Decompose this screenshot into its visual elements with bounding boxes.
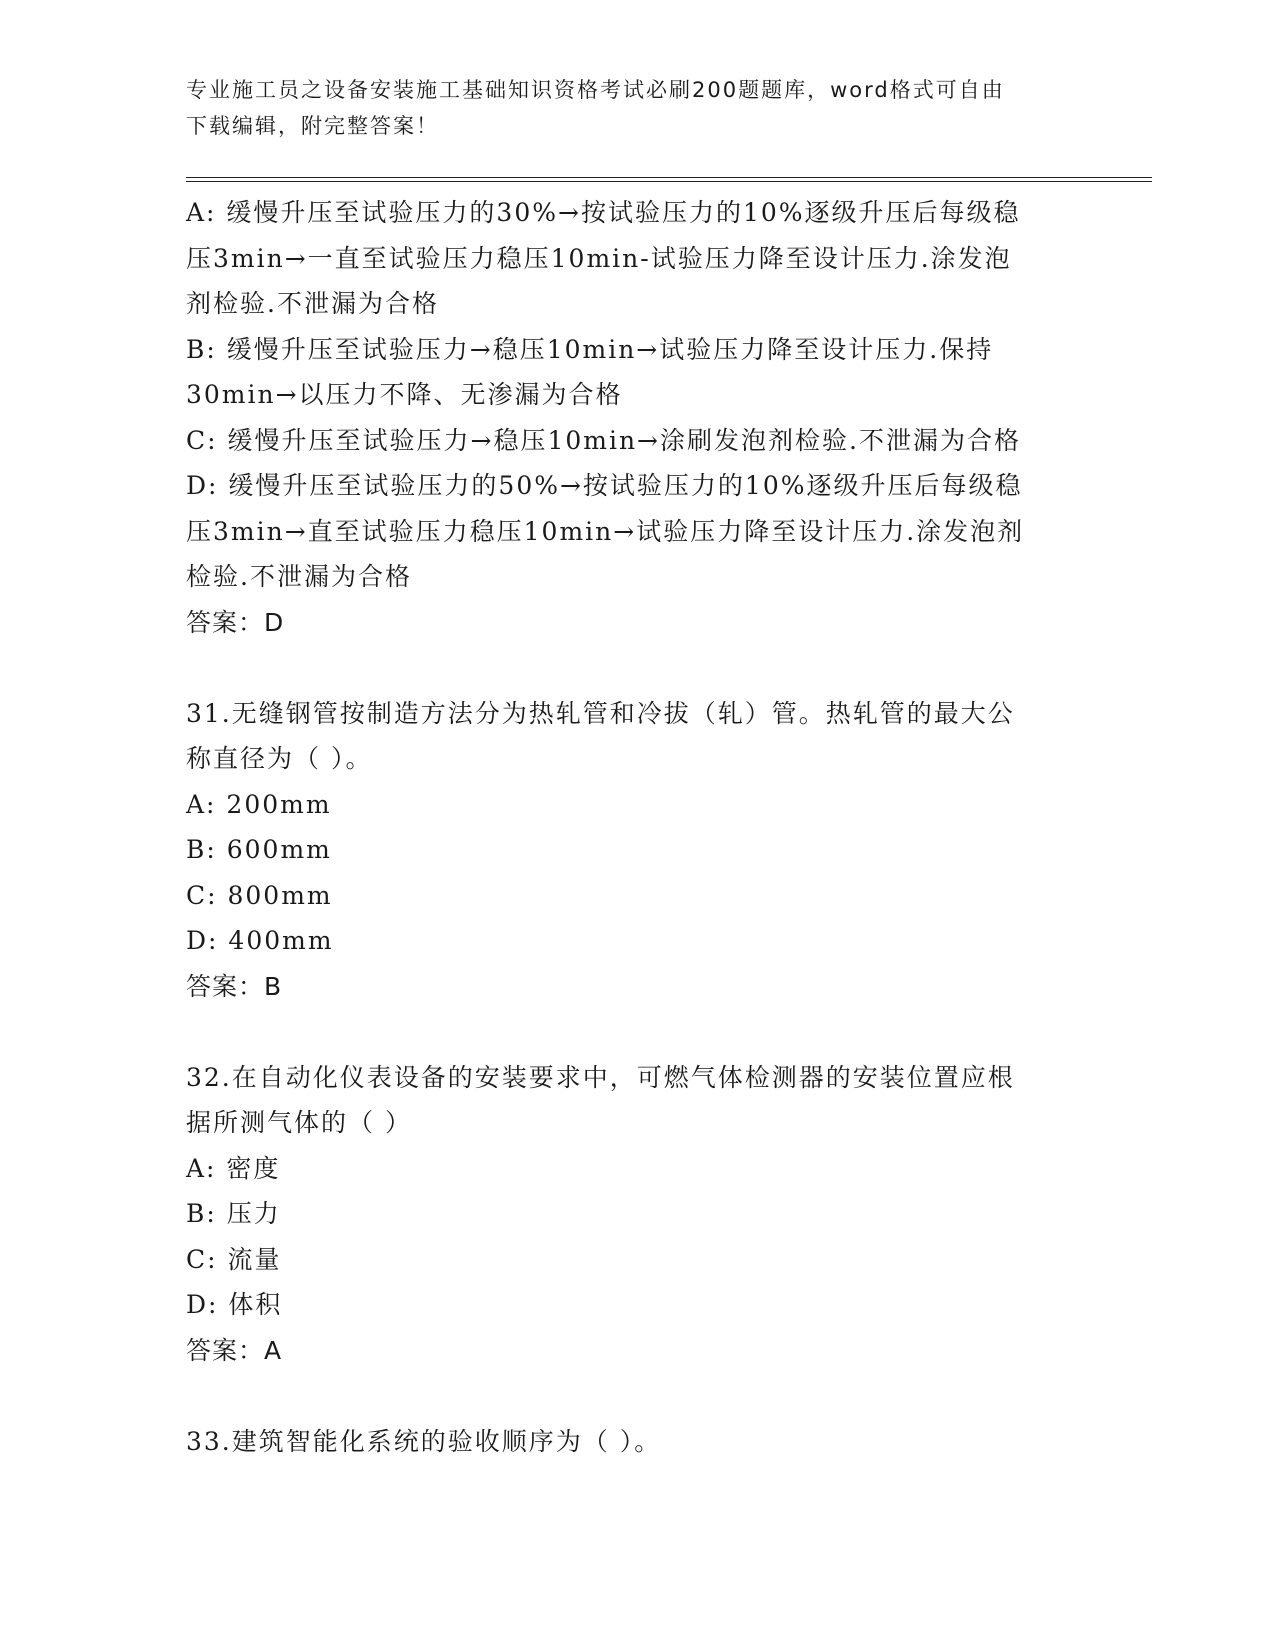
- q31-option-b: B: 600mm: [186, 835, 332, 864]
- q32-stem: 32.在自动化仪表设备的安装要求中，可燃气体检测器的安装位置应根: [186, 1062, 1015, 1092]
- spacer: [186, 1373, 1086, 1419]
- q30-answer: 答案：D: [186, 607, 285, 637]
- q30-line: 30min→以压力不降、无渗漏为合格: [186, 380, 623, 409]
- q30-line: C: 缓慢升压至试验压力→稳压10min→涂刷发泡剂检验.不泄漏为合格: [186, 425, 1021, 455]
- spacer: [186, 645, 1086, 691]
- q31-option-d: D: 400mm: [186, 926, 334, 955]
- question-30-options: [186, 190, 1086, 645]
- q30-line: D: 缓慢升压至试验压力的50%→按试验压力的10%逐级升压后每级稳: [186, 471, 1023, 500]
- question-body: [186, 190, 1086, 1464]
- header-divider: [186, 177, 1152, 182]
- q30-line: A: 缓慢升压至试验压力的30%→按试验压力的10%逐级升压后每级稳: [186, 198, 1021, 227]
- q31-stem: 31.无缝钢管按制造方法分为热轧管和冷拔（轧）管。热轧管的最大公: [186, 698, 1015, 728]
- q33-stem: 33.建筑智能化系统的验收顺序为（ ）。: [186, 1426, 662, 1456]
- header-line-1: 专业施工员之设备安装施工基础知识资格考试必刷200题题库，word格式可自由: [186, 78, 1005, 102]
- question-31: [186, 691, 1086, 1010]
- spacer: [186, 1009, 1086, 1055]
- q32-stem: 据所测气体的（ ）: [186, 1108, 412, 1137]
- q30-line: 剂检验.不泄漏为合格: [186, 289, 439, 318]
- question-32: [186, 1055, 1086, 1374]
- q30-line: B: 缓慢升压至试验压力→稳压10min→试验压力降至设计压力.保持: [186, 334, 994, 364]
- q31-option-a: A: 200mm: [186, 789, 332, 819]
- q32-option-b: B: 压力: [186, 1199, 281, 1228]
- header-line-2: 下载编辑，附完整答案！: [186, 114, 439, 138]
- q30-line: 检验.不泄漏为合格: [186, 562, 412, 591]
- q32-option-d: D: 体积: [186, 1290, 283, 1319]
- q31-answer: 答案：B: [186, 971, 283, 1001]
- q32-option-a: A: 密度: [186, 1153, 281, 1183]
- q30-line: 压3min→直至试验压力稳压10min→试验压力降至设计压力.涂发泡剂: [186, 516, 1025, 546]
- q32-answer: 答案：A: [186, 1335, 283, 1365]
- question-33: [186, 1419, 1086, 1465]
- q30-line: 压3min→一直至试验压力稳压10min-试验压力降至设计压力.涂发泡: [186, 243, 1012, 273]
- q32-option-c: C: 流量: [186, 1244, 282, 1274]
- page-header: [186, 72, 1066, 144]
- q31-option-c: C: 800mm: [186, 880, 333, 910]
- q31-stem: 称直径为（ ）。: [186, 744, 373, 773]
